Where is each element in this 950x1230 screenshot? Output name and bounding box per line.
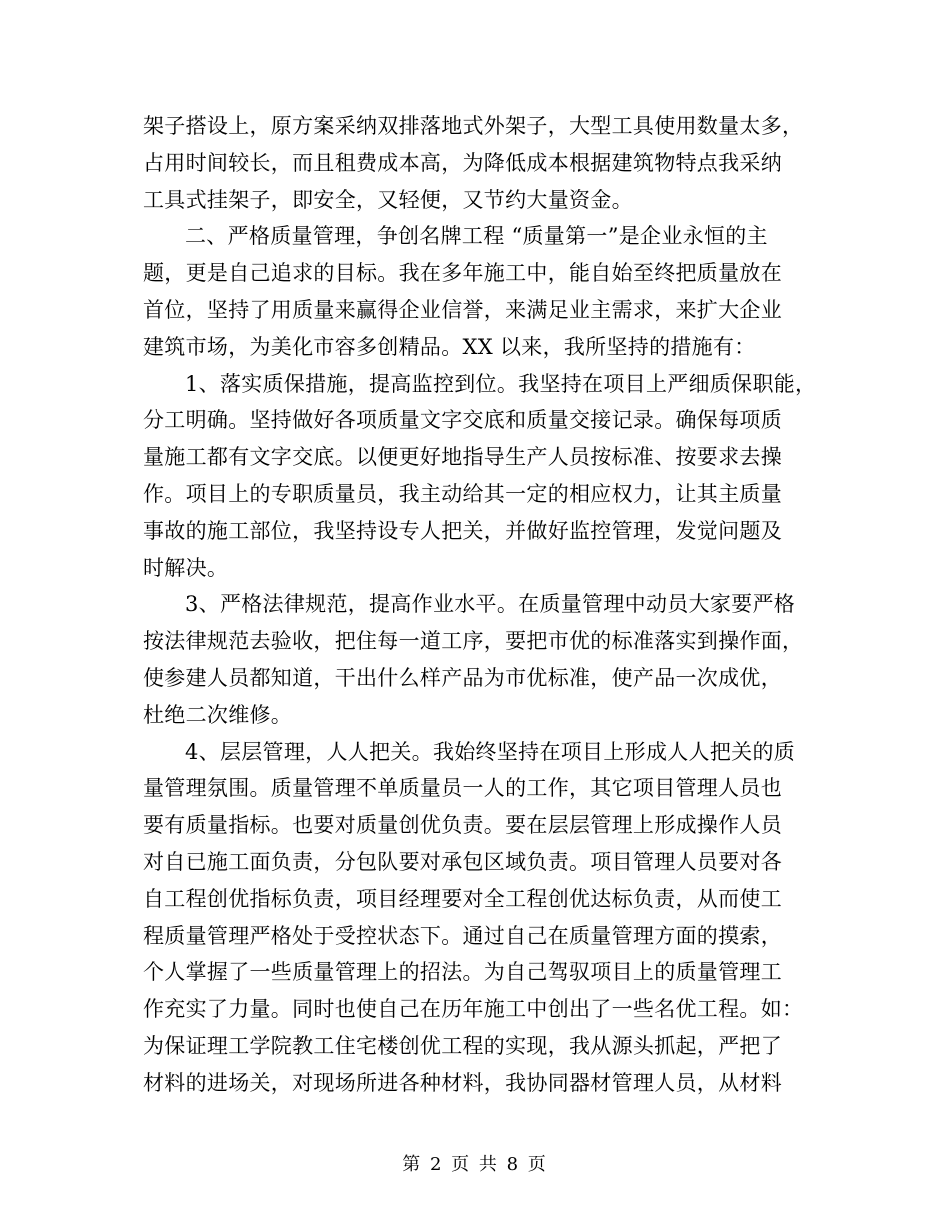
text-line: 程质量管理严格处于受控状态下。通过自己在质量管理方面的摸索， — [143, 923, 782, 948]
text-line: 事故的施工部位，我坚持设专人把关，并做好监控管理，发觉问题及 — [143, 518, 782, 543]
text-line: 使参建人员都知道，干出什么样产品为市优标准，使产品一次成优， — [143, 665, 782, 690]
text-line: 量管理氛围。质量管理不单质量员一人的工作，其它项目管理人员也 — [143, 776, 782, 801]
text-line: 个人掌握了一些质量管理上的招法。为自己驾驭项目上的质量管理工 — [143, 960, 782, 985]
paragraph-start-line: 4、层层管理，人人把关。我始终坚持在项目上形成人人把关的质 — [185, 739, 796, 764]
page-number-footer: 第 2 页 共 8 页 — [402, 1154, 548, 1175]
text-line: 材料的进场关，对现场所进各种材料，我协同器材管理人员，从材料 — [143, 1070, 782, 1095]
paragraph-start-line: 1、落实质保措施，提高监控到位。我坚持在项目上严细质保职能， — [185, 371, 817, 396]
text-line: 按法律规范去验收，把住每一道工序，要把市优的标准落实到操作面， — [143, 629, 804, 654]
text-line: 对自已施工面负责，分包队要对承包区域负责。项目管理人员要对各 — [143, 849, 782, 874]
body-text — [143, 108, 823, 1102]
text-line: 架子搭设上，原方案采纳双排落地式外架子，大型工具使用数量太多， — [143, 114, 804, 138]
text-line: 建筑市场，为美化市容多创精品。XX 以来，我所坚持的措施有： — [143, 334, 756, 359]
paragraph-start-line: 二、严格质量管理，争创名牌工程 “质量第一”是企业永恒的主 — [185, 224, 768, 249]
text-line: 作充实了力量。同时也使自己在历年施工中创出了一些名优工程。如： — [143, 997, 804, 1022]
text-line: 作。项目上的专职质量员，我主动给其一定的相应权力，让其主质量 — [143, 481, 782, 506]
text-line: 量施工都有文字交底。以便更好地指导生产人员按标准、按要求去操 — [143, 445, 782, 470]
text-line: 要有质量指标。也要对质量创优负责。要在层层管理上形成操作人员 — [143, 813, 782, 838]
text-line: 自工程创优指标负责，项目经理要对全工程创优达标负责，从而使工 — [143, 886, 782, 911]
text-line: 分工明确。坚持做好各项质量文字交底和质量交接记录。确保每项质 — [143, 408, 782, 433]
text-line: 占用时间较长，而且租费成本高，为降低成本根据建筑物特点我采纳 — [143, 150, 782, 175]
text-line: 题，更是自己追求的目标。我在多年施工中，能自始至终把质量放在 — [143, 261, 782, 286]
paragraph-start-line: 3、严格法律规范，提高作业水平。在质量管理中动员大家要严格 — [185, 592, 796, 617]
text-line: 为保证理工学院教工住宅楼创优工程的实现，我从源头抓起，严把了 — [143, 1033, 782, 1058]
text-line: 工具式挂架子，即安全，又轻便，又节约大量资金。 — [143, 187, 633, 212]
text-line: 首位，坚持了用质量来赢得企业信誉，来满足业主需求，来扩大企业 — [143, 297, 782, 322]
text-line: 杜绝二次维修。 — [143, 702, 293, 727]
text-line: 时解决。 — [143, 555, 229, 580]
